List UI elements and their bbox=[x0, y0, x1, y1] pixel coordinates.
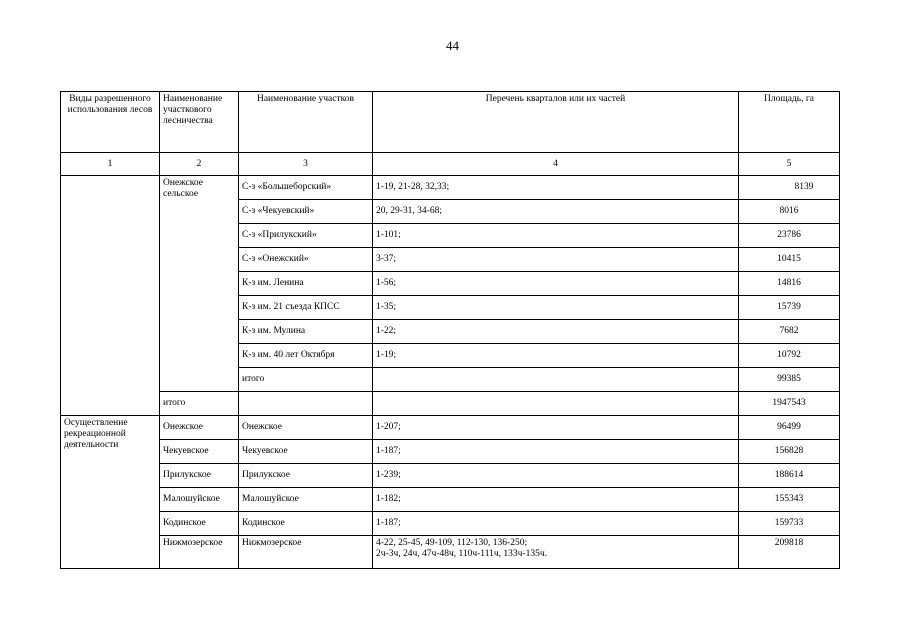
forestry-cell: Кодинское bbox=[160, 512, 239, 536]
quarters-cell: 1-239; bbox=[373, 464, 739, 488]
area-cell: 10792 bbox=[739, 344, 840, 368]
use-type-cell: Осуществление рекреационной деятельности bbox=[61, 416, 160, 569]
area-cell: 99385 bbox=[739, 368, 840, 392]
table-row bbox=[61, 488, 840, 512]
quarters-cell: 1-22; bbox=[373, 320, 739, 344]
header-forestry: Наименование участкового лесничества bbox=[160, 92, 239, 153]
table-row bbox=[61, 536, 840, 569]
quarters-cell bbox=[373, 536, 739, 569]
site-cell: Кодинское bbox=[239, 512, 373, 536]
quarters-cell: 20, 29-31, 34-68; bbox=[373, 200, 739, 224]
quarters-cell: 3-37; bbox=[373, 248, 739, 272]
header-row bbox=[61, 92, 840, 153]
site-cell: К-з им. Ленина bbox=[239, 272, 373, 296]
quarters-cell: 1-35; bbox=[373, 296, 739, 320]
area-cell: 8139 bbox=[739, 176, 840, 200]
forestry-cell: Чекуевское bbox=[160, 440, 239, 464]
total-row bbox=[61, 392, 840, 416]
area-cell: 188614 bbox=[739, 464, 840, 488]
column-number: 3 bbox=[239, 153, 373, 176]
area-cell: 7682 bbox=[739, 320, 840, 344]
table-row bbox=[61, 416, 840, 440]
quarters-cell bbox=[373, 368, 739, 392]
forestry-cell: Онежское bbox=[160, 416, 239, 440]
quarters-cell: 1-187; bbox=[373, 512, 739, 536]
quarters-cell: 1-101; bbox=[373, 224, 739, 248]
area-cell: 8016 bbox=[739, 200, 840, 224]
area-cell: 156828 bbox=[739, 440, 840, 464]
total-label: итого bbox=[160, 392, 239, 416]
forest-use-table bbox=[60, 91, 840, 569]
site-cell: С-з «Онежский» bbox=[239, 248, 373, 272]
quarters-cell: 1-207; bbox=[373, 416, 739, 440]
use-type-cell-empty bbox=[61, 176, 160, 416]
area-cell: 15739 bbox=[739, 296, 840, 320]
page-number: 44 bbox=[446, 38, 459, 53]
site-cell: Чекуевское bbox=[239, 440, 373, 464]
quarters-cell: 1-19; bbox=[373, 344, 739, 368]
site-cell: К-з им. 21 съезда КПСС bbox=[239, 296, 373, 320]
forestry-cell: Нижмозерское bbox=[160, 536, 239, 569]
area-cell: 96499 bbox=[739, 416, 840, 440]
forestry-cell: Малошуйское bbox=[160, 488, 239, 512]
column-number-row bbox=[61, 153, 840, 176]
forestry-cell: Прилукское bbox=[160, 464, 239, 488]
column-number: 5 bbox=[739, 153, 840, 176]
site-cell: Малошуйское bbox=[239, 488, 373, 512]
total-area: 1947543 bbox=[739, 392, 840, 416]
quarters-cell: 1-56; bbox=[373, 272, 739, 296]
column-number: 4 bbox=[373, 153, 739, 176]
column-number: 1 bbox=[61, 153, 160, 176]
header-area: Площадь, га bbox=[739, 92, 840, 153]
area-cell: 14816 bbox=[739, 272, 840, 296]
quarters-line: 2ч-3ч, 24ч, 47ч-48ч, 110ч-111ч, 133ч-135ч. bbox=[376, 548, 547, 559]
forestry-cell: Онежское сельское bbox=[160, 176, 239, 392]
table-row bbox=[61, 464, 840, 488]
area-cell: 10415 bbox=[739, 248, 840, 272]
table-row bbox=[61, 512, 840, 536]
site-cell: Нижмозерское bbox=[239, 536, 373, 569]
area-cell: 23786 bbox=[739, 224, 840, 248]
site-cell: С-з «Прилукский» bbox=[239, 224, 373, 248]
quarters-cell-empty bbox=[373, 392, 739, 416]
area-cell: 159733 bbox=[739, 512, 840, 536]
table-row bbox=[61, 176, 840, 200]
area-cell: 155343 bbox=[739, 488, 840, 512]
site-cell: К-з им. Мулина bbox=[239, 320, 373, 344]
header-quarters: Перечень кварталов или их частей bbox=[373, 92, 739, 153]
quarters-line: 4-22, 25-45, 49-109, 112-130, 136-250; bbox=[376, 538, 528, 548]
site-cell: Онежское bbox=[239, 416, 373, 440]
header-sites: Наименование участков bbox=[239, 92, 373, 153]
site-cell: итого bbox=[239, 368, 373, 392]
site-cell: К-з им. 40 лет Октября bbox=[239, 344, 373, 368]
site-cell: С-з «Большеборский» bbox=[239, 176, 373, 200]
site-cell: Прилукское bbox=[239, 464, 373, 488]
column-number: 2 bbox=[160, 153, 239, 176]
table-row bbox=[61, 440, 840, 464]
quarters-cell: 1-19, 21-28, 32,33; bbox=[373, 176, 739, 200]
quarters-cell: 1-182; bbox=[373, 488, 739, 512]
area-cell: 209818 bbox=[739, 536, 840, 569]
site-cell: С-з «Чекуевский» bbox=[239, 200, 373, 224]
header-use-type: Виды разрешенного использования лесов bbox=[61, 92, 160, 153]
site-cell-empty bbox=[239, 392, 373, 416]
quarters-cell: 1-187; bbox=[373, 440, 739, 464]
